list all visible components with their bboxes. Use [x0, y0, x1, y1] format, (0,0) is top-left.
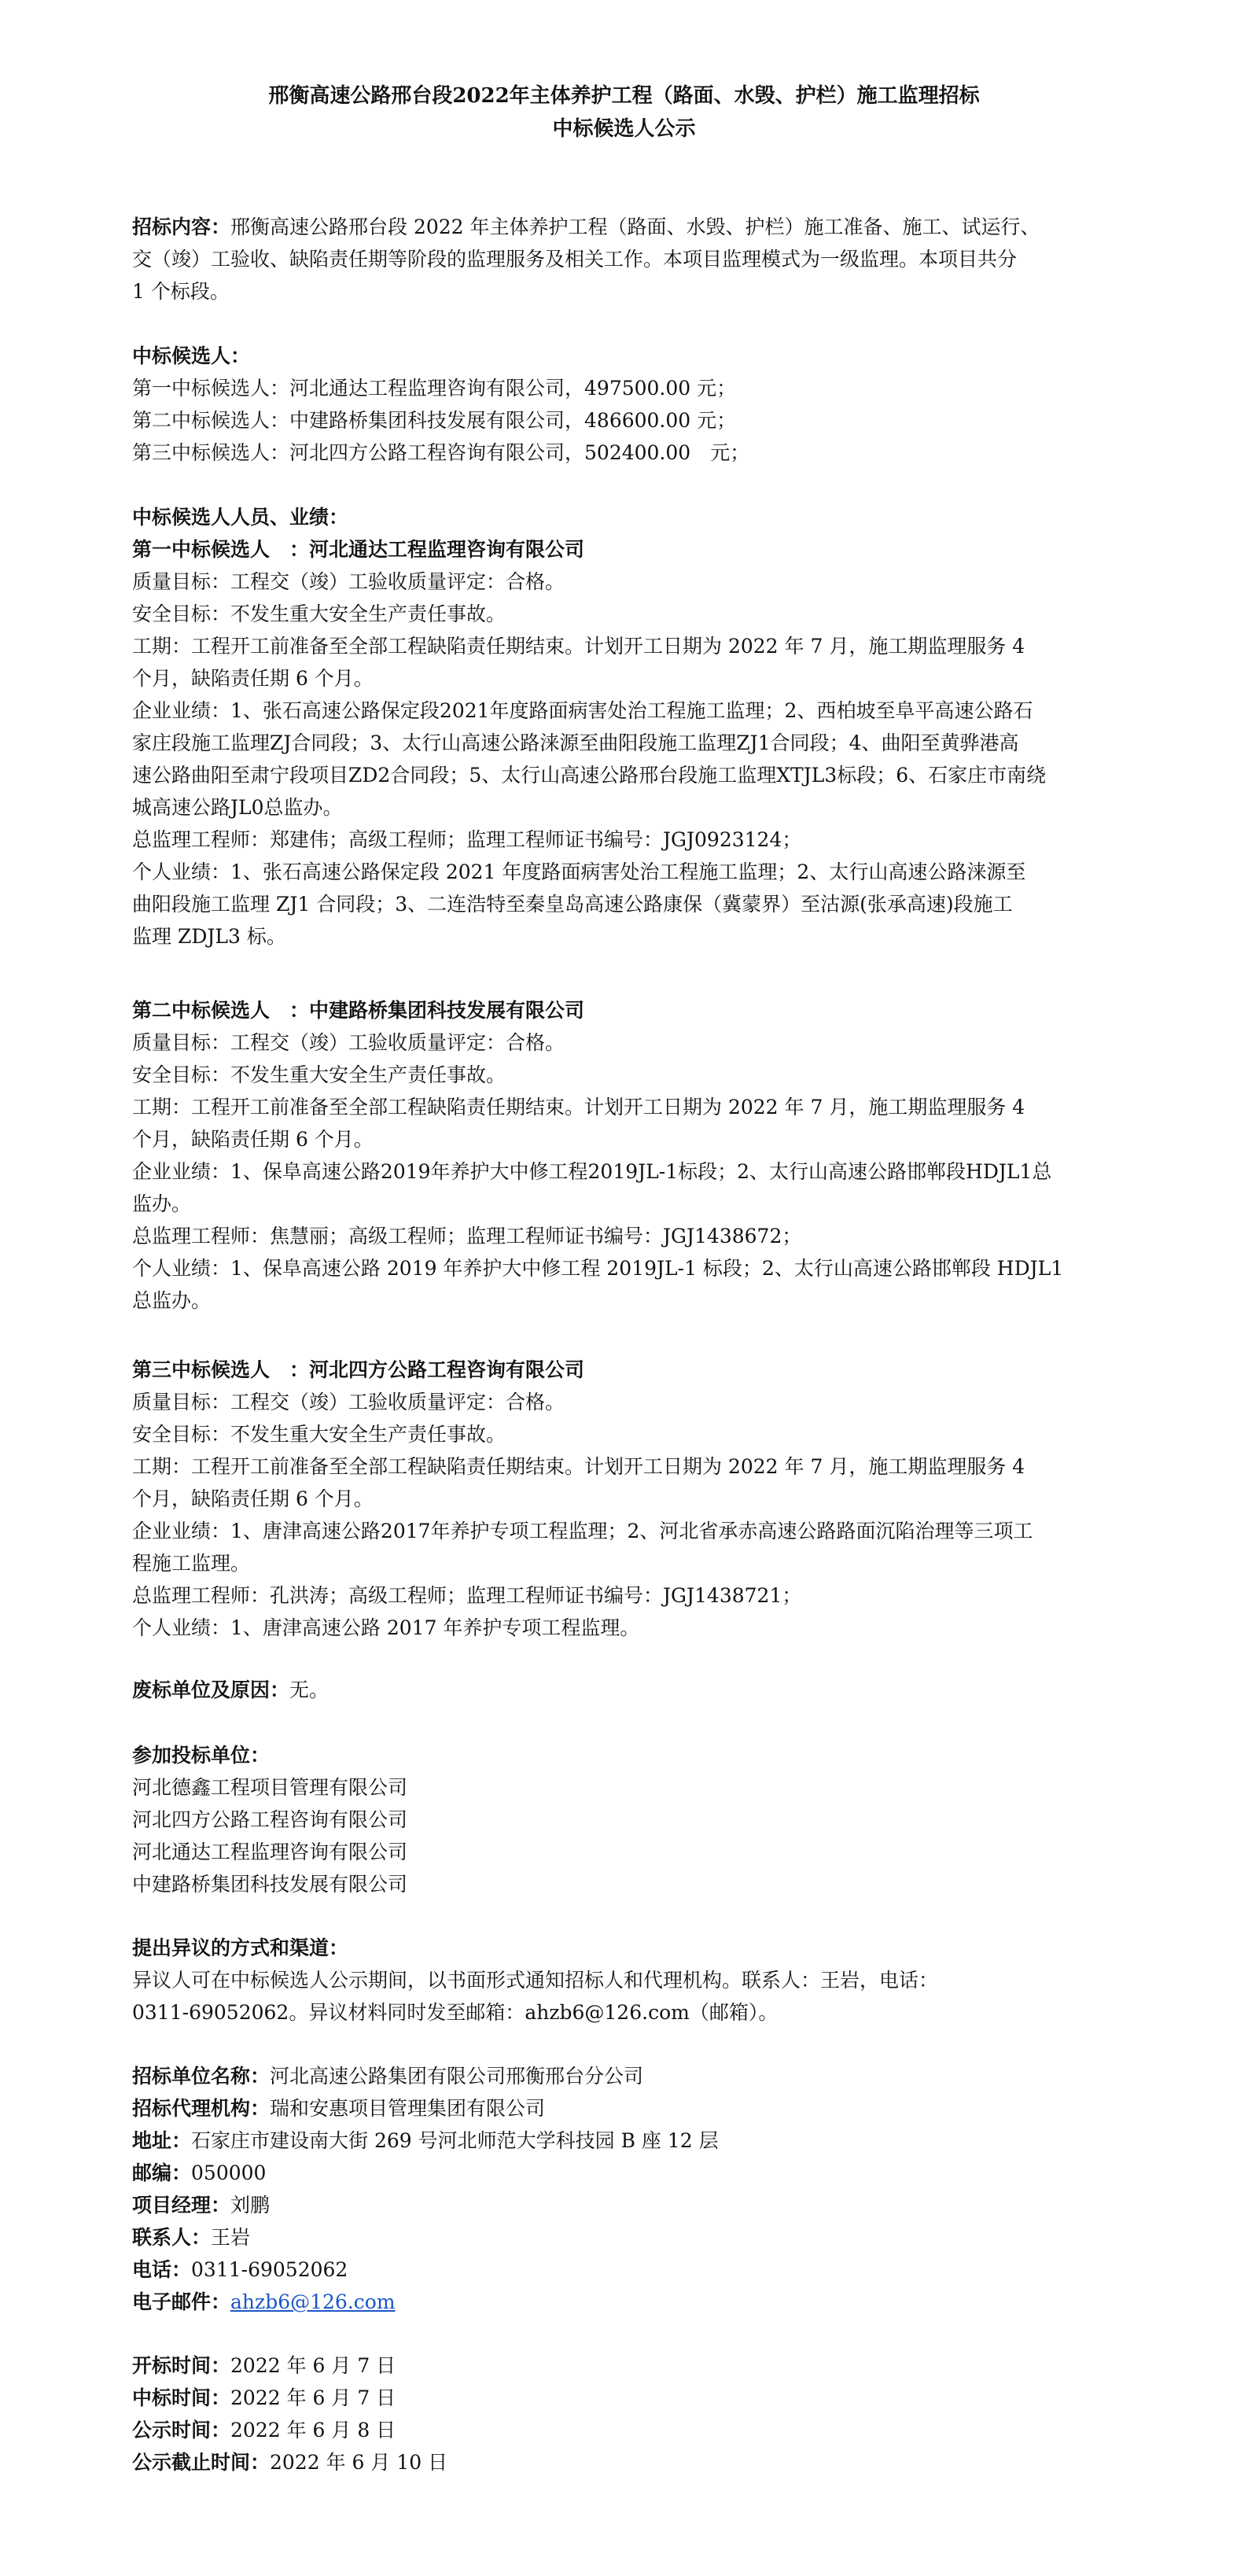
- publicity-time-label: 公示时间：: [132, 2419, 231, 2441]
- objection-section: [132, 1932, 1123, 2029]
- candidate-line: 质量目标：工程交（竣）工验收质量评定：合格。: [132, 570, 565, 593]
- candidate-1-section: [132, 501, 1123, 953]
- candidate-line: 程施工监理。: [132, 1552, 251, 1575]
- tender-content-line: 交（竣）工验收、缺陷责任期等阶段的监理服务及相关工作。本项目监理模式为一级监理。本项目共分: [132, 248, 1018, 271]
- manager-value: 刘鹏: [230, 2194, 271, 2217]
- candidate-line: 工期：工程开工前准备至全部工程缺陷责任期结束。计划开工日期为 2022 年 7 月，施工期监理服务 4: [132, 1096, 1025, 1118]
- winners-section: [132, 340, 1123, 469]
- candidate-line: 城高速公路JL0总监办。: [132, 796, 343, 819]
- candidate-line: 家庄段施工监理ZJ合同段；3、太行山高速公路涞源至曲阳段施工监理ZJ1合同段；4、曲阳至黄骅港高: [132, 732, 1019, 754]
- objection-line: 异议人可在中标候选人公示期间，以书面形式通知招标人和代理机构。联系人：王岩，电话：: [132, 1969, 939, 1992]
- agency-label: 招标代理机构：: [132, 2097, 271, 2120]
- email-label: 电子邮件：: [132, 2290, 231, 2313]
- candidate-line: 安全目标：不发生重大安全生产责任事故。: [132, 1423, 506, 1446]
- staff-heading: 中标候选人人员、业绩：: [132, 506, 349, 529]
- disqualified-value: 无。: [289, 1679, 329, 1701]
- candidate-line: 质量目标：工程交（竣）工验收质量评定：合格。: [132, 1031, 565, 1054]
- candidate-line: 总监理工程师：孔洪涛；高级工程师；监理工程师证书编号：JGJ1438721；: [132, 1584, 802, 1607]
- candidate-line: 工期：工程开工前准备至全部工程缺陷责任期结束。计划开工日期为 2022 年 7 月，施工期监理服务 4: [132, 1455, 1025, 1478]
- candidate-line: 工期：工程开工前准备至全部工程缺陷责任期结束。计划开工日期为 2022 年 7 月，施工期监理服务 4: [132, 635, 1025, 658]
- bidder-item: 河北四方公路工程咨询有限公司: [132, 1808, 408, 1831]
- tender-content-line: 1 个标段。: [132, 280, 230, 303]
- candidate-line: 总监理工程师：郑建伟；高级工程师；监理工程师证书编号：JGJ0923124；: [132, 828, 802, 851]
- bidder-item: 河北德鑫工程项目管理有限公司: [132, 1776, 408, 1799]
- objection-line: 0311-69052062。异议材料同时发至邮箱：ahzb6@126.com（邮箱）。: [132, 2001, 779, 2024]
- winners-heading: 中标候选人：: [132, 345, 251, 367]
- winner-line: 第二中标候选人：中建路桥集团科技发展有限公司，486600.00 元；: [132, 409, 737, 432]
- candidate-heading: 第一中标候选人 ：河北通达工程监理咨询有限公司: [132, 538, 585, 561]
- candidate-line: 总监理工程师：焦慧丽；高级工程师；监理工程师证书编号：JGJ1438672；: [132, 1225, 802, 1247]
- candidate-line: 个人业绩：1、张石高速公路保定段 2021 年度路面病害处治工程施工监理；2、太行山高速公路涞源至: [132, 861, 1026, 883]
- contact-person-value: 王岩: [211, 2226, 251, 2249]
- bidders-heading: 参加投标单位：: [132, 1744, 271, 1767]
- phone-value: 0311-69052062: [191, 2258, 348, 2281]
- manager-label: 项目经理：: [132, 2194, 231, 2217]
- page-subtitle: 中标候选人公示: [552, 117, 696, 141]
- bidder-item: 河北通达工程监理咨询有限公司: [132, 1841, 408, 1863]
- email-link[interactable]: ahzb6@126.com: [230, 2290, 396, 2313]
- address-label: 地址：: [132, 2129, 192, 2152]
- candidate-3-section: [132, 1354, 1123, 1644]
- candidate-line: 安全目标：不发生重大安全生产责任事故。: [132, 603, 506, 625]
- candidate-line: 监办。: [132, 1192, 192, 1215]
- bidders-section: [132, 1739, 1123, 1900]
- winner-line: 第一中标候选人：河北通达工程监理咨询有限公司，497500.00 元；: [132, 377, 737, 400]
- tenderer-label: 招标单位名称：: [132, 2065, 271, 2088]
- dates-section: [132, 2349, 1123, 2478]
- candidate-line: 监理 ZDJL3 标。: [132, 925, 286, 948]
- candidate-line: 企业业绩：1、保阜高速公路2019年养护大中修工程2019JL-1标段；2、太行山高速公路邯郸段HDJL1总: [132, 1160, 1052, 1183]
- candidate-line: 速公路曲阳至肃宁段项目ZD2合同段；5、太行山高速公路邢台段施工监理XTJL3标段；6、石家庄市南绕: [132, 764, 1047, 787]
- candidate-line: 企业业绩：1、唐津高速公路2017年养护专项工程监理；2、河北省承赤高速公路路面沉陷治理等三项工: [132, 1520, 1033, 1542]
- publicity-deadline-value: 2022 年 6 月 10 日: [270, 2451, 448, 2474]
- award-time-value: 2022 年 6 月 7 日: [230, 2386, 396, 2409]
- candidate-line: 企业业绩：1、张石高速公路保定段2021年度路面病害处治工程施工监理；2、西柏坡至阜平高速公路石: [132, 699, 1033, 722]
- publicity-time-value: 2022 年 6 月 8 日: [230, 2419, 396, 2441]
- candidate-2-section: [132, 994, 1123, 1317]
- publicity-deadline-label: 公示截止时间：: [132, 2451, 271, 2474]
- candidate-line: 曲阳段施工监理 ZJ1 合同段；3、二连浩特至秦皇岛高速公路康保（冀蒙界）至沽源(张承高速)段施工: [132, 893, 1013, 916]
- opening-time-value: 2022 年 6 月 7 日: [230, 2354, 396, 2377]
- tenderer-value: 河北高速公路集团有限公司邢衡邢台分公司: [270, 2065, 644, 2088]
- contact-section: [132, 2060, 1123, 2318]
- candidate-heading: 第二中标候选人 ：中建路桥集团科技发展有限公司: [132, 999, 585, 1022]
- candidate-line: 质量目标：工程交（竣）工验收质量评定：合格。: [132, 1391, 565, 1413]
- award-time-label: 中标时间：: [132, 2386, 231, 2409]
- candidate-line: 个月，缺陷责任期 6 个月。: [132, 1128, 374, 1151]
- contact-person-label: 联系人：: [132, 2226, 212, 2249]
- opening-time-label: 开标时间：: [132, 2354, 231, 2377]
- agency-value: 瑞和安惠项目管理集团有限公司: [270, 2097, 546, 2120]
- candidate-line: 个月，缺陷责任期 6 个月。: [132, 667, 374, 690]
- candidate-line: 总监办。: [132, 1289, 212, 1312]
- winner-line: 第三中标候选人：河北四方公路工程咨询有限公司，502400.00 元；: [132, 441, 750, 464]
- tender-content-section: [132, 211, 1123, 308]
- candidate-line: 个人业绩：1、保阜高速公路 2019 年养护大中修工程 2019JL-1 标段；2、太行山高速公路邯郸段 HDJL1: [132, 1257, 1064, 1280]
- candidate-heading: 第三中标候选人 ：河北四方公路工程咨询有限公司: [132, 1358, 585, 1381]
- candidate-line: 个人业绩：1、唐津高速公路 2017 年养护专项工程监理。: [132, 1616, 640, 1639]
- tender-content-line: 邢衡高速公路邢台段 2022 年主体养护工程（路面、水毁、护栏）施工准备、施工、试运行、: [230, 216, 1040, 238]
- page-title: 邢衡高速公路邢台段2022年主体养护工程（路面、水毁、护栏）施工监理招标: [268, 84, 980, 108]
- disqualified-section: [132, 1674, 1123, 1706]
- phone-label: 电话：: [132, 2258, 192, 2281]
- address-value: 石家庄市建设南大街 269 号河北师范大学科技园 B 座 12 层: [191, 2129, 719, 2152]
- candidate-line: 安全目标：不发生重大安全生产责任事故。: [132, 1063, 506, 1086]
- postcode-label: 邮编：: [132, 2161, 192, 2184]
- candidate-line: 个月，缺陷责任期 6 个月。: [132, 1487, 374, 1510]
- postcode-value: 050000: [191, 2161, 267, 2184]
- bidder-item: 中建路桥集团科技发展有限公司: [132, 1873, 408, 1896]
- objection-heading: 提出异议的方式和渠道：: [132, 1937, 349, 1959]
- tender-content-label: 招标内容：: [132, 216, 231, 238]
- disqualified-label: 废标单位及原因：: [132, 1679, 290, 1701]
